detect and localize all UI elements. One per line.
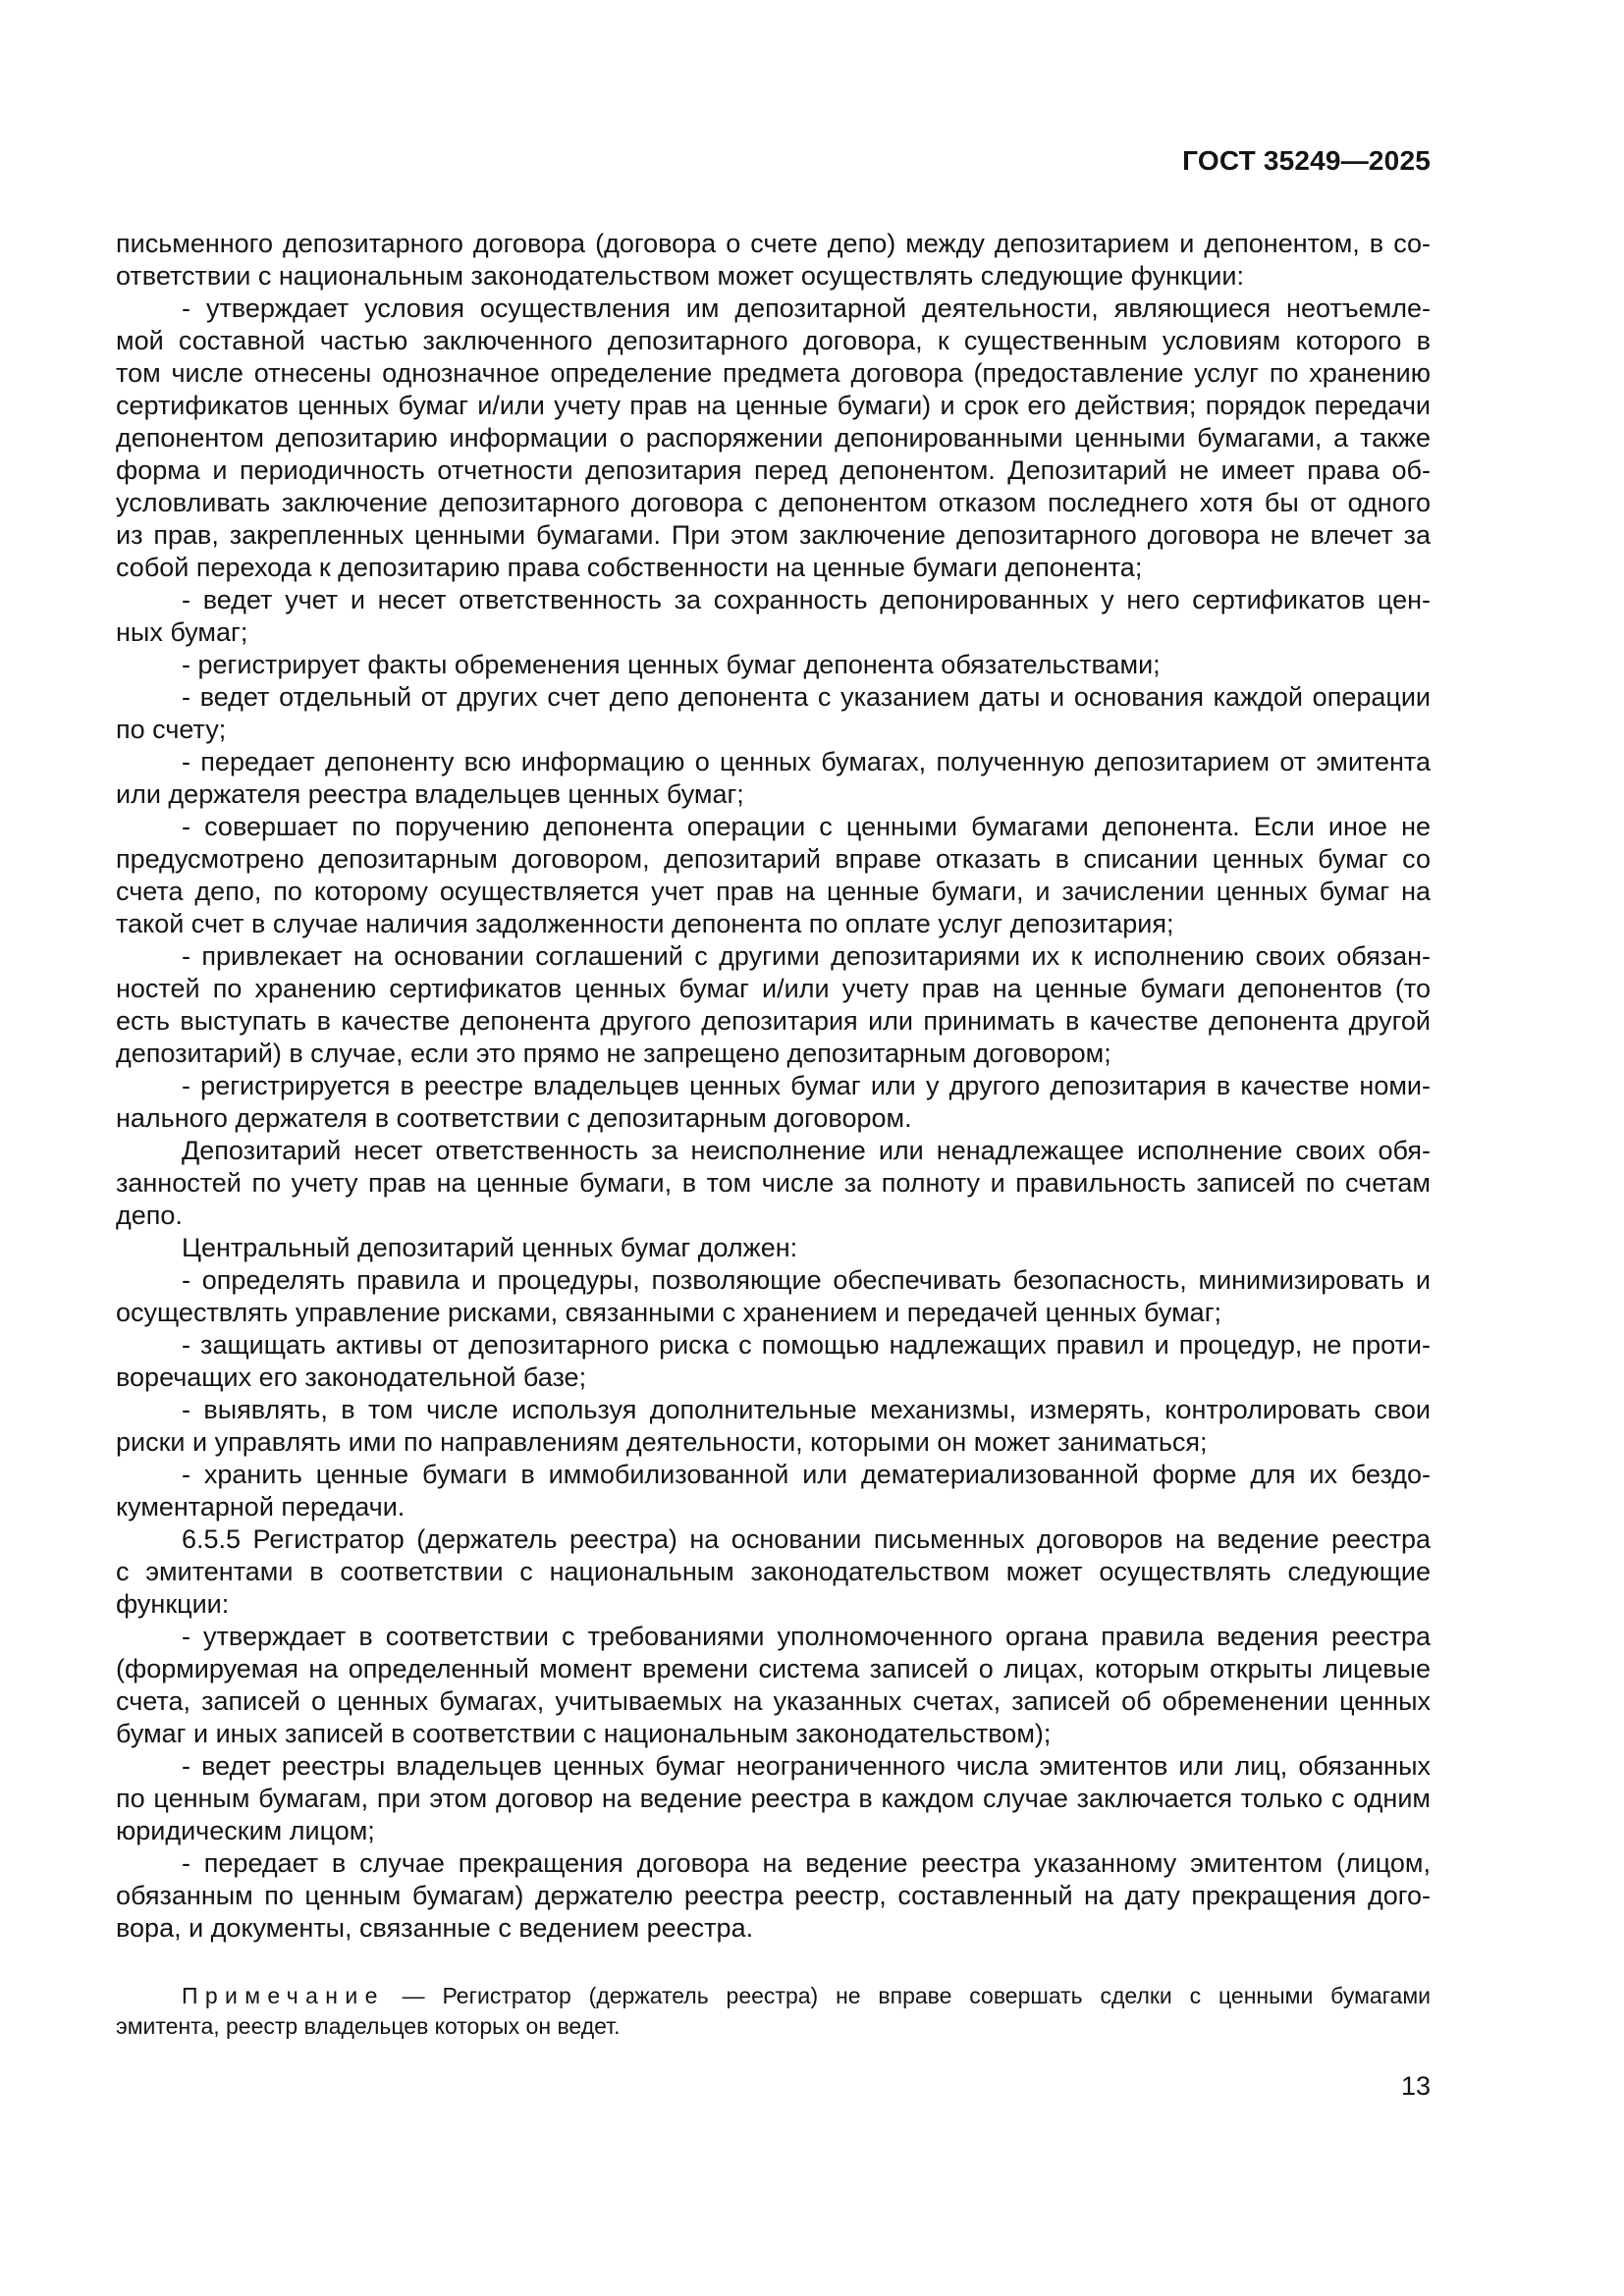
standard-designation-header: ГОСТ 35249—2025 xyxy=(1182,145,1431,176)
text-line: по счету; xyxy=(116,715,227,744)
text-line: бумаг и иных записей в соответствии с национальным законодательством); xyxy=(116,1719,1052,1748)
text-line: - хранить ценные бумаги в иммобилизованной или дематериализованной форме для их бездо- xyxy=(182,1460,1431,1489)
text-line: Депозитарий несет ответственность за неисполнение или ненадлежащее исполнение своих обя- xyxy=(182,1136,1431,1165)
text-line: том числе отнесены однозначное определение предмета договора (предоставление услуг по хранению xyxy=(116,358,1431,388)
note-label: Примечание xyxy=(182,1983,385,2008)
text-line: - регистрирует факты обременения ценных бумаг депонента обязательствами; xyxy=(182,650,1161,679)
text-line: риски и управлять ими по направлениям деятельности, которыми он может заниматься; xyxy=(116,1427,1208,1457)
note-block xyxy=(116,1981,1431,2042)
paragraph xyxy=(116,649,1431,681)
text-line: с эмитентами в соответствии с национальным законодательством может осуществлять следующие xyxy=(116,1557,1431,1586)
text-line: ностей по хранению сертификатов ценных бумаг и/или учету прав на ценные бумаги депонентов (то xyxy=(116,974,1431,1003)
paragraph xyxy=(116,1329,1431,1394)
text-line: обязанным по ценным бумагам) держателю реестра реестр, составленный на дату прекращения дого- xyxy=(116,1881,1431,1910)
text-line: депонентом депозитарию информации о распоряжении депонированными ценными бумагами, а также xyxy=(116,423,1431,453)
text-line: депозитарий) в случае, если это прямо не запрещено депозитарным договором; xyxy=(116,1039,1111,1068)
text-line: предусмотрено депозитарным договором, депозитарий вправе отказать в списании ценных бумаг со xyxy=(116,844,1431,874)
paragraph xyxy=(116,1394,1431,1459)
text-line: занностей по учету прав на ценные бумаги, в том числе за полноту и правильность записей по счетам xyxy=(116,1168,1431,1198)
text-line: письменного депозитарного договора (договора о счете депо) между депозитарием и депонентом, в со- xyxy=(116,229,1431,258)
paragraph xyxy=(116,293,1431,584)
text-line: - регистрируется в реестре владельцев ценных бумаг или у другого депозитария в качестве номи- xyxy=(182,1071,1431,1100)
text-line: - защищать активы от депозитарного риска с помощью надлежащих правил и процедур, не проти- xyxy=(182,1330,1431,1360)
paragraph xyxy=(116,746,1431,811)
text-line: условливать заключение депозитарного договора с депонентом отказом последнего хотя бы от одного xyxy=(116,488,1431,517)
paragraph xyxy=(116,1750,1431,1847)
paragraph xyxy=(116,681,1431,746)
text-line: ответствии с национальным законодательством может осуществлять следующие функции: xyxy=(116,261,1244,291)
paragraph xyxy=(116,811,1431,940)
note-line: эмитента, реестр владельцев которых он ведет. xyxy=(116,2013,621,2039)
text-line: счета, записей о ценных бумагах, учитываемых на указанных счетах, записей об обременении ценных xyxy=(116,1686,1431,1716)
note-line xyxy=(116,1981,1431,2011)
text-line: - ведет реестры владельцев ценных бумаг неограниченного числа эмитентов или лиц, обязанных xyxy=(182,1751,1431,1781)
paragraph xyxy=(116,584,1431,649)
text-line: - определять правила и процедуры, позволяющие обеспечивать безопасность, минимизировать и xyxy=(182,1265,1431,1295)
text-line: - привлекает на основании соглашений с другими депозитариями их к исполнению своих обязан- xyxy=(182,941,1431,971)
text-line: - утверждает в соответствии с требованиями уполномоченного органа правила ведения реестра xyxy=(182,1622,1431,1651)
text-line: - ведет отдельный от других счет депо депонента с указанием даты и основания каждой операции xyxy=(182,682,1431,712)
text-line: Центральный депозитарий ценных бумаг должен: xyxy=(182,1233,798,1262)
text-line: или держателя реестра владельцев ценных бумаг; xyxy=(116,779,744,809)
text-line: сертификатов ценных бумаг и/или учету прав на ценные бумаги) и срок его действия; порядок передачи xyxy=(116,391,1431,420)
paragraph xyxy=(116,1847,1431,1945)
text-line: нального держателя в соответствии с депозитарным договором. xyxy=(116,1103,912,1133)
text-line: такой счет в случае наличия задолженности депонента по оплате услуг депозитария; xyxy=(116,909,1174,938)
note-text: — Регистратор (держатель реестра) не вправе совершать сделки с ценными бумагами xyxy=(402,1983,1432,2008)
text-line: функции: xyxy=(116,1589,230,1619)
text-line: мой составной частью заключенного депозитарного договора, к существенным условиям которого в xyxy=(116,326,1431,355)
text-line: - ведет учет и несет ответственность за сохранность депонированных у него сертификатов цен- xyxy=(182,585,1431,614)
text-line: по ценным бумагам, при этом договор на ведение реестра в каждом случае заключается только с одним xyxy=(116,1784,1431,1813)
text-line: - утверждает условия осуществления им депозитарной деятельности, являющиеся неотъемле- xyxy=(182,294,1431,323)
text-line: из прав, закрепленных ценными бумагами. При этом заключение депозитарного договора не влечет за xyxy=(116,520,1431,550)
text-line: - передает депоненту всю информацию о ценных бумагах, полученную депозитарием от эмитента xyxy=(182,747,1431,776)
paragraph xyxy=(116,1070,1431,1135)
page-number: 13 xyxy=(1400,2071,1431,2101)
text-line: - выявлять, в том числе используя дополнительные механизмы, измерять, контролировать свои xyxy=(182,1395,1431,1424)
body-text xyxy=(116,228,1431,1945)
text-line: (формируемая на определенный момент времени система записей о лицах, которым открыты лицевые xyxy=(116,1654,1431,1683)
text-line: счета депо, по которому осуществляется учет прав на ценные бумаги, и зачислении ценных бумаг на xyxy=(116,877,1431,906)
text-line: - передает в случае прекращения договора на ведение реестра указанному эмитентом (лицом, xyxy=(182,1848,1431,1878)
text-line: осуществлять управление рисками, связанными с хранением и передачей ценных бумаг; xyxy=(116,1298,1222,1327)
paragraph xyxy=(116,1232,1431,1264)
paragraph xyxy=(116,1135,1431,1232)
text-line: ных бумаг; xyxy=(116,617,248,647)
text-line: - совершает по поручению депонента операции с ценными бумагами депонента. Если иное не xyxy=(182,812,1431,841)
text-line: депо. xyxy=(116,1201,183,1230)
page-content xyxy=(116,0,1431,2042)
paragraph xyxy=(116,1621,1431,1750)
text-line: форма и периодичность отчетности депозитария перед депонентом. Депозитарий не имеет права об- xyxy=(116,455,1431,485)
paragraph xyxy=(116,940,1431,1070)
paragraph xyxy=(116,228,1431,293)
paragraph xyxy=(116,1264,1431,1329)
paragraph xyxy=(116,1459,1431,1523)
text-line: есть выступать в качестве депонента другого депозитария или принимать в качестве депонента другой xyxy=(116,1006,1431,1036)
text-line: 6.5.5 Регистратор (держатель реестра) на основании письменных договоров на ведение реестра xyxy=(182,1524,1431,1554)
text-line: собой перехода к депозитарию права собственности на ценные бумаги депонента; xyxy=(116,553,1143,582)
paragraph xyxy=(116,1523,1431,1621)
text-line: юридическим лицом; xyxy=(116,1816,375,1845)
text-line: кументарной передачи. xyxy=(116,1492,406,1522)
text-line: воречащих его законодательной базе; xyxy=(116,1362,587,1392)
text-line: вора, и документы, связанные с ведением реестра. xyxy=(116,1913,754,1943)
